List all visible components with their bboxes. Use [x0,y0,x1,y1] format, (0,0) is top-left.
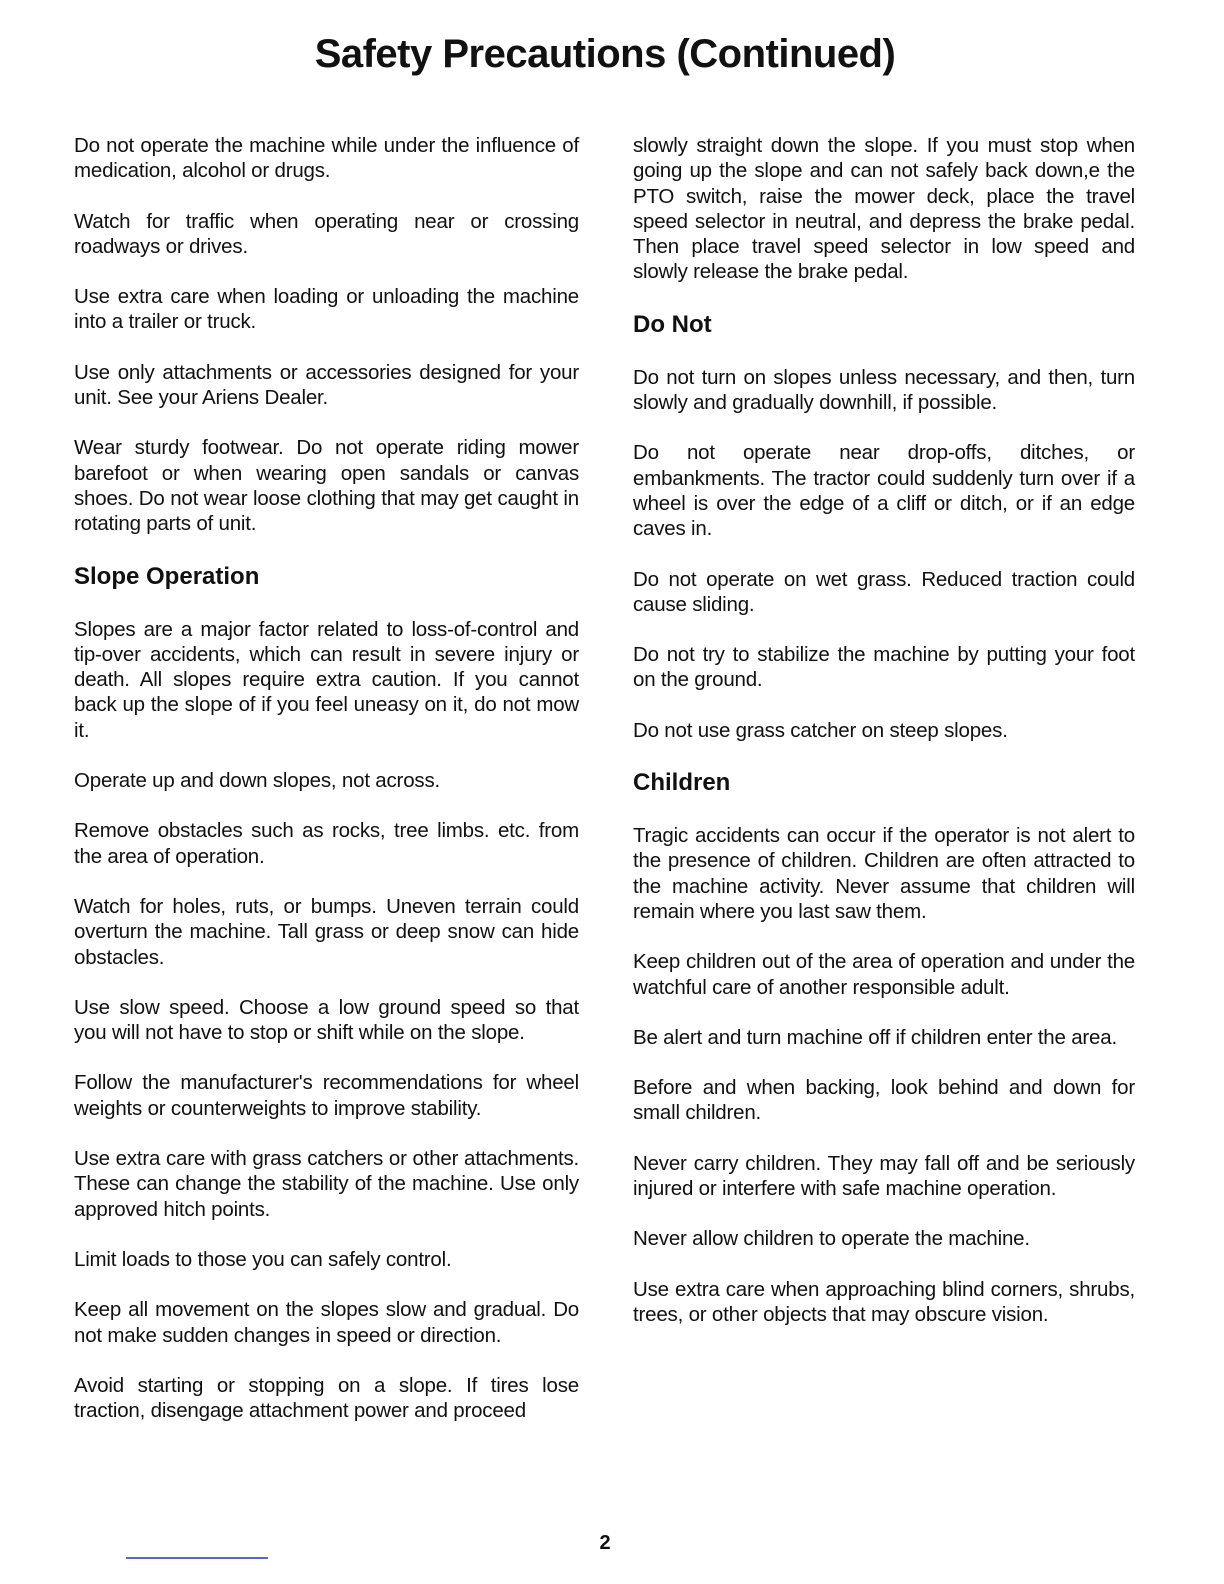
paragraph-traffic: Watch for traffic when operating near or crossing roadways or drives. [74,209,579,258]
do-not-paragraph: Do not use grass catcher on steep slopes. [633,718,1008,742]
paragraph-continuation: slowly straight down the slope. If you must stop when going up the slope and can not safely back down,e the PTO switch, raise the mower deck, place the travel speed selector in neutral, and depress the brake pedal. Then place travel speed selector in low speed and slowly release the brake pedal. [633,134,1135,284]
do-not-paragraph: Do not try to stabilize the machine by putting your foot on the ground. [633,643,1135,692]
children-paragraph: Never allow children to operate the machine. [633,1227,1030,1251]
paragraph-loading: Use extra care when loading or unloading the machine into a trailer or truck. [74,285,579,334]
footer-divider [126,1557,268,1559]
slope-paragraph: Keep all movement on the slopes slow and gradual. Do not make sudden changes in speed or direction. [74,1298,579,1347]
slope-paragraph: Watch for holes, ruts, or bumps. Uneven terrain could overturn the machine. Tall grass or deep snow can hide obstacles. [74,894,579,969]
paragraph-attachments: Use only attachments or accessories designed for your unit. See your Ariens Dealer. [74,360,579,410]
do-not-heading: Do Not [633,310,712,338]
do-not-paragraph: Do not operate on wet grass. Reduced traction could cause sliding. [633,567,1135,616]
slope-paragraph: Use extra care with grass catchers or other attachments. These can change the stability of the machine. Use only approved hitch points. [74,1147,579,1221]
children-heading: Children [633,769,731,797]
slope-paragraph: Limit loads to those you can safely control. [74,1247,452,1271]
page-number: 2 [599,1532,611,1554]
children-paragraph: Keep children out of the area of operation and under the watchful care of another responsible adult. [633,950,1135,999]
children-paragraph: Be alert and turn machine off if children enter the area. [633,1025,1117,1049]
left-column [74,133,579,1448]
slope-paragraph: Slopes are a major factor related to loss-of-control and tip-over accidents, which can result in severe injury or death. All slopes require extra caution. If you cannot back up the slope of if you feel uneasy on it, do not mow it. [74,617,579,742]
paragraph-influence: Do not operate the machine while under the influence of medication, alcohol or drugs. [74,134,579,183]
slope-paragraph: Operate up and down slopes, not across. [74,769,440,793]
do-not-paragraph: Do not turn on slopes unless necessary, and then, turn slowly and gradually downhill, if possible. [633,365,1135,415]
do-not-paragraph: Do not operate near drop-offs, ditches, or embankments. The tractor could suddenly turn over if a wheel is over the edge of a cliff or ditch, or if an edge caves in. [633,441,1135,541]
children-paragraph: Use extra care when approaching blind corners, shrubs, trees, or other objects that may obscure vision. [633,1277,1135,1326]
slope-paragraph: Avoid starting or stopping on a slope. If tires lose traction, disengage attachment power and proceed [74,1373,579,1423]
slope-operation-heading: Slope Operation [74,562,260,590]
slope-paragraph: Remove obstacles such as rocks, tree limbs. etc. from the area of operation. [74,819,579,868]
slope-paragraph: Use slow speed. Choose a low ground speed so that you will not have to stop or shift while on the slope. [74,995,579,1045]
page-title: Safety Precautions (Continued) [314,32,896,76]
children-paragraph: Before and when backing, look behind and down for small children. [633,1076,1135,1125]
right-column [633,133,1135,1352]
paragraph-footwear: Wear sturdy footwear. Do not operate riding mower barefoot or when wearing open sandals or canvas shoes. Do not wear loose clothing that may get caught in rotating parts of unit. [74,436,579,536]
slope-paragraph: Follow the manufacturer's recommendations for wheel weights or counterweights to improve stability. [74,1071,579,1120]
children-paragraph: Tragic accidents can occur if the operator is not alert to the presence of children. Children are often attracted to the machine activity. Never assume that children will remain where you last saw them. [633,824,1135,923]
children-paragraph: Never carry children. They may fall off and be seriously injured or interfere with safe machine operation. [633,1151,1135,1201]
